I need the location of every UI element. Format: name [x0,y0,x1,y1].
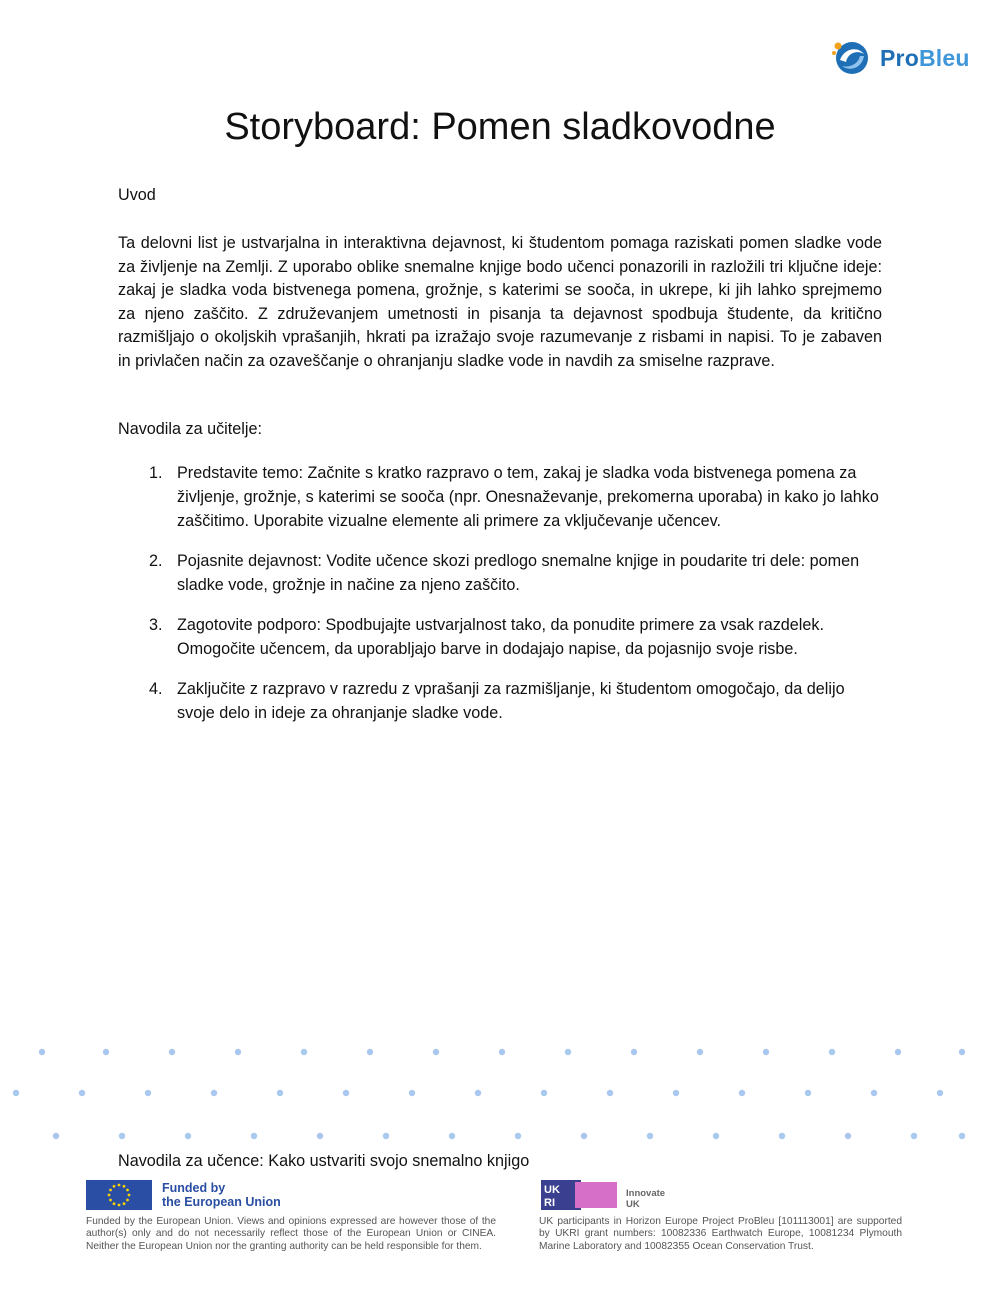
brand-bleu: Bleu [918,44,970,71]
ukri-logo [541,1180,617,1210]
step-text: Zaključite z razpravo v razredu z vprašanji za razmišljanje, ki študentom omogočajo, da delijo svoje delo in ideje za ohranjanje sladke vode. [177,680,845,722]
svg-text:UK: UK [544,1184,560,1196]
probleu-wordmark [880,45,970,72]
innovate-line1: Innovate [626,1188,666,1199]
eu-flag-icon [86,1180,152,1210]
eu-disclaimer: Funded by the European Union. Views and opinions expressed are however those of the author(s) only and do not necessarily reflect those of the European Union or CINEA. Neither the European Union nor the granting authority can be held responsible for them. [86,1216,496,1252]
eu-funding-title [162,1181,281,1209]
svg-text:RI: RI [544,1197,555,1209]
step-text: Zagotovite podporo: Spodbujajte ustvarjalnost tako, da ponudite primere za vsak razdelek. Omogočite učencem, da uporabljajo barve in dodajajo napise, da pojasnijo svoje risbe. [177,615,824,658]
funders-footer [86,1180,916,1280]
step-text: Predstavite temo: Začnite s kratko razpravo o tem, zakaj je sladka voda bistvenega pomena za življenje, grožnje, s katerimi se sooča (npr. Onesnaževanje, prekomerna uporaba) in kako jo lahko zaščitimo. Uporabite vizualne elemente ali primere za vključevanje učencev. [177,464,879,530]
decorative-dots-pattern [0,1040,1000,1150]
student-heading: Navodila za učence: Kako ustvariti svojo snemalno knjigo [118,1152,530,1170]
list-item [118,550,882,598]
step-number: 3. [149,615,163,634]
innovate-uk-label [626,1188,665,1210]
eu-title-line1: Funded by [162,1181,226,1195]
list-item [118,462,882,533]
teacher-steps-list [118,462,882,742]
brand-pro: Pro [880,44,919,71]
list-item [118,614,882,662]
step-number: 1. [149,464,163,482]
step-number: 4. [149,680,163,699]
innovate-line2: UK [626,1199,640,1210]
eu-title-line2: the European Union [162,1195,281,1209]
intro-paragraph: Ta delovni list je ustvarjalna in interaktivna dejavnost, ki študentom pomaga raziskati pomen sladke vode za življenje na Zemlji. Z uporabo oblike snemalne knjige bodo učenci ponazorili in razložili tri ključne ideje: zakaj je sladka voda bistvenega pomena, grožnje, s katerimi se sooča, in ukrepe, ki jih lahko sprejmemo za njeno zaščito. Z združevanjem umetnosti in pisanja ta dejavnost spodbuja študente, da kritično razmišljajo o okoljskih vprašanjih, hkrati pa izražajo svoje razumevanje z risbami in napisi. To je zabaven in privlačen način za ozaveščanje o ohranjanju sladke vode in navdih za smiselne razprave. [118,234,882,370]
step-number: 2. [149,551,163,570]
uk-disclaimer: UK participants in Horizon Europe Project ProBleu [101113001] are supported by UKRI grant numbers: 10082336 Earthwatch Europe, 10081234 Plymouth Marine Laboratory and 10082355 Ocean Conservation Trust. [539,1216,902,1252]
step-text: Pojasnite dejavnost: Vodite učence skozi predlogo snemalne knjige in poudarite tri dele: pomen sladke vode, grožnje in načine za njeno zaščito. [177,551,860,594]
probleu-swirl-icon [830,38,874,78]
list-item [118,678,882,726]
intro-heading: Uvod [118,186,156,204]
page-title: Storyboard: Pomen sladkovodne [224,106,776,148]
teacher-heading: Navodila za učitelje: [118,420,262,438]
probleu-logo [830,38,970,78]
